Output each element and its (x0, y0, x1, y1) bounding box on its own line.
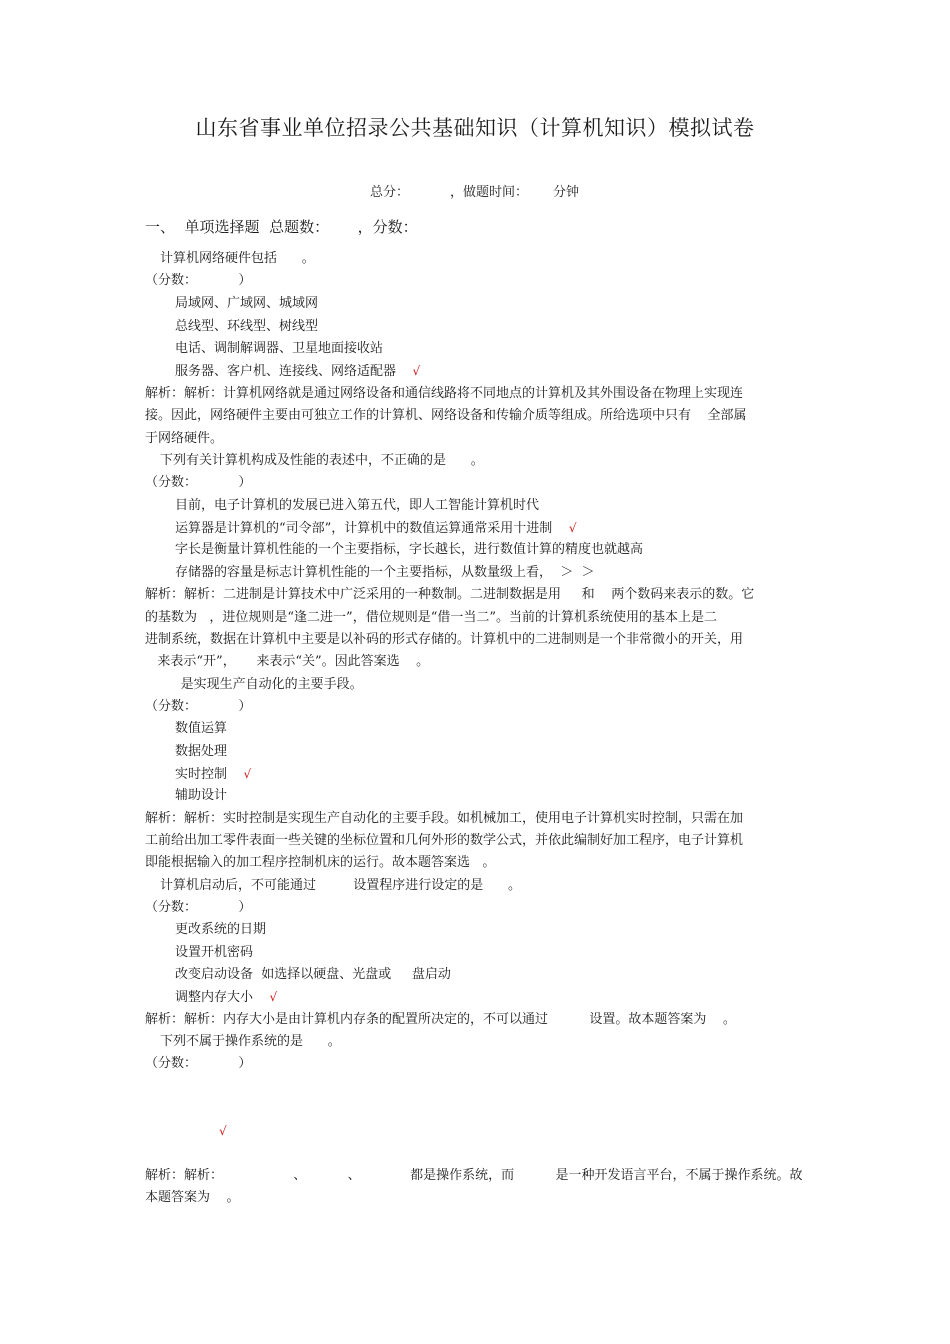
question-2-option-a: 目前，电子计算机的发展已进入第五代，即人工智能计算机时代 (175, 498, 540, 513)
question-4-option-a: 更改系统的日期 (175, 922, 267, 937)
question-2-explanation-line: 来表示“开”， 来表示“关”。因此答案选 。 (145, 654, 430, 669)
question-2-explanation-line: 进制系统，数据在计算机中主要是以补码的形式存储的。计算机中的二进制则是一个非常微小的开关，用 (145, 632, 744, 647)
question-2-option-b (175, 519, 576, 538)
total-score-label: 总分： (370, 185, 410, 200)
question-1-option-d (175, 362, 420, 381)
question-3-option-d: 辅助设计 (175, 788, 228, 803)
question-3-explanation-line: 工前给出加工零件表面一些关键的坐标位置和几何外形的数学公式，并依此编制好加工程序，电子计算机 (145, 833, 744, 848)
section-heading: 一、 单项选择题 总题数： ，分数： (145, 218, 418, 236)
question-2-option-c: 字长是衡量计算机性能的一个主要指标，字长越长，进行数值计算的精度也就越高 (175, 542, 644, 557)
question-4-stem: 计算机启动后，不可能通过 设置程序进行设定的是 。 (160, 878, 521, 893)
option-text: 调整内存大小 (175, 990, 254, 1005)
question-5-score: （分数： ） (145, 1056, 252, 1071)
question-1-explanation-line: 接。因此，网络硬件主要由可独立工作的计算机、网络设备和传输介质等组成。所给选项中只有 全部属 (145, 408, 747, 423)
option-text: 实时控制 (175, 767, 228, 782)
correct-check-icon: √ (269, 990, 278, 1004)
minutes-label: 分钟 (553, 185, 580, 200)
question-4-explanation-line: 解析：解析：内存大小是由计算机内存条的配置所决定的，不可以通过 设置。故本题答案为 。 (145, 1012, 736, 1027)
question-5-explanation-line: 解析：解析： 、 、 都是操作系统，而 是一种开发语言平台，不属于操作系统。故 (145, 1168, 803, 1183)
question-4-option-c: 改变启动设备 如选择以硬盘、光盘或 盘启动 (175, 967, 451, 982)
option-text: 服务器、客户机、连接线、网络适配器 (175, 364, 397, 379)
question-4-option-b: 设置开机密码 (175, 945, 254, 960)
question-3-score: （分数： ） (145, 699, 252, 714)
question-3-stem: 是实现生产自动化的主要手段。 (160, 677, 363, 692)
question-1-option-b: 总线型、环线型、树线型 (175, 319, 319, 334)
question-2-explanation-line: 解析：解析：二进制是计算技术中广泛采用的一种数制。二进制数据是用 和 两个数码来表示的数。它 (145, 587, 755, 602)
question-2-option-d: 存储器的容量是标志计算机性能的一个主要指标，从数量级上看， ＞ ＞ (175, 565, 595, 580)
question-1-score: （分数： ） (145, 273, 252, 288)
correct-check-icon: √ (243, 767, 252, 781)
question-3-option-b: 数据处理 (175, 744, 228, 759)
question-5-stem: 下列不属于操作系统的是 。 (160, 1034, 341, 1049)
question-3-explanation-line: 即能根据输入的加工程序控制机床的运行。故本题答案选 。 (145, 855, 496, 870)
question-1-explanation-line: 于网络硬件。 (145, 431, 224, 446)
question-3-option-c (175, 765, 251, 784)
question-5-correct-marker (219, 1122, 227, 1141)
question-3-option-a: 数值运算 (175, 721, 228, 736)
question-2-stem: 下列有关计算机构成及性能的表述中，不正确的是 。 (160, 453, 484, 468)
question-3-explanation-line: 解析：解析：实时控制是实现生产自动化的主要手段。如机械加工，使用电子计算机实时控制，只需在加 (145, 811, 744, 826)
correct-check-icon: √ (219, 1124, 227, 1138)
question-1-option-c: 电话、调制解调器、卫星地面接收站 (175, 341, 384, 356)
question-2-score: （分数： ） (145, 475, 252, 490)
correct-check-icon: √ (568, 521, 577, 535)
question-4-score: （分数： ） (145, 900, 252, 915)
question-1-stem: 计算机网络硬件包括 。 (160, 251, 315, 266)
question-1-option-a: 局域网、广域网、城域网 (175, 296, 319, 311)
question-5-explanation-line: 本题答案为 。 (145, 1190, 240, 1205)
option-text: 运算器是计算机的“司令部”，计算机中的数值运算通常采用十进制 (175, 521, 553, 536)
question-4-option-d (175, 988, 277, 1007)
time-label: ，做题时间： (450, 185, 529, 200)
correct-check-icon: √ (412, 364, 421, 378)
question-2-explanation-line: 的基数为 ，进位规则是“逢二进一”，借位规则是“借一当二”。当前的计算机系统使用的基本上是二 (145, 610, 717, 625)
question-1-explanation-line: 解析：解析：计算机网络就是通过网络设备和通信线路将不同地点的计算机及其外围设备在物理上实现连 (145, 386, 744, 401)
page-title: 山东省事业单位招录公共基础知识（计算机知识）模拟试卷 (195, 116, 755, 140)
